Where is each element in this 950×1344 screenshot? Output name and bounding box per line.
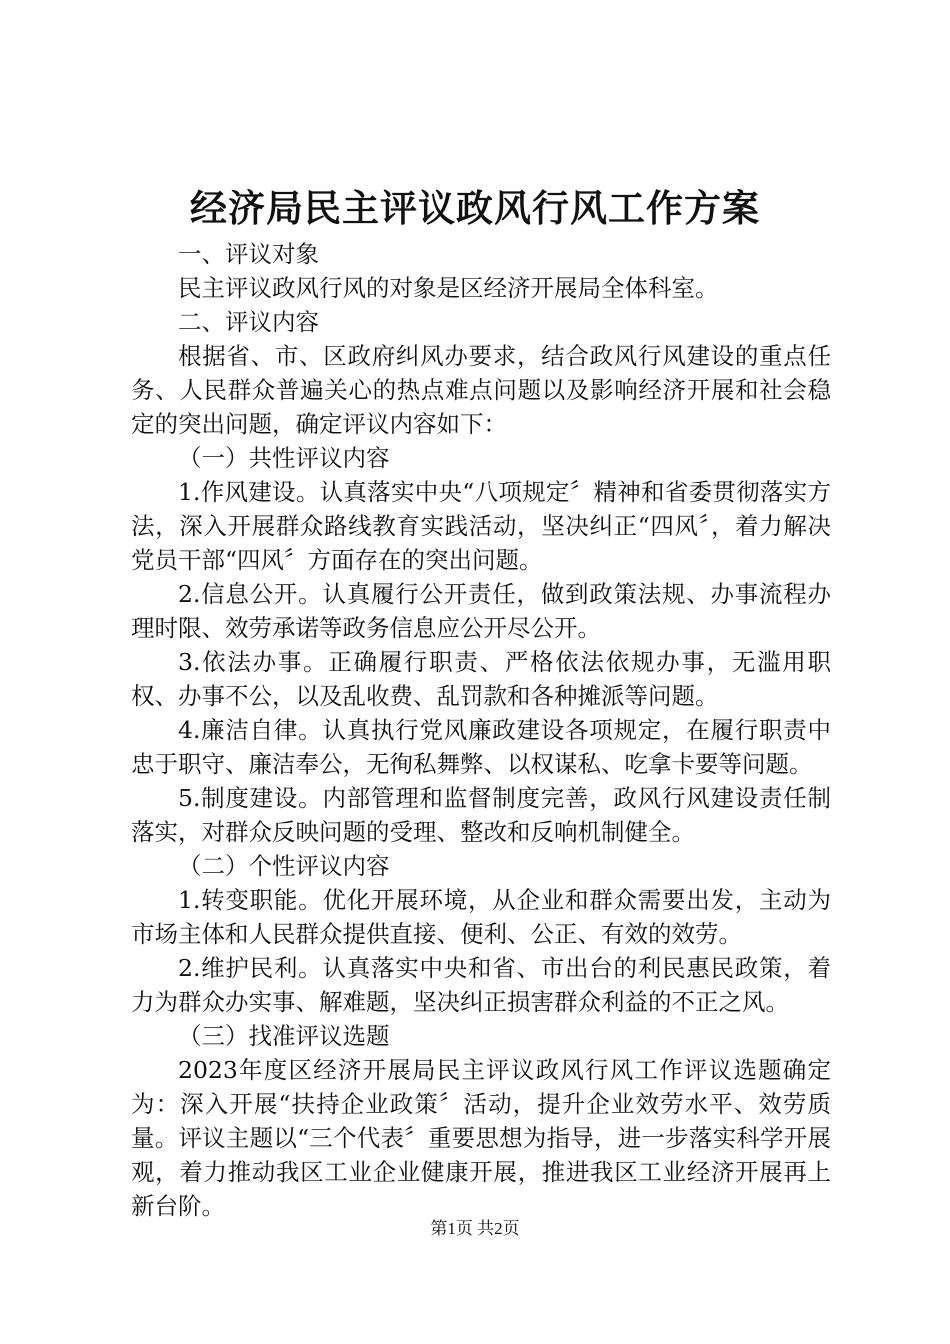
subsection-heading-1: （一）共性评议内容 [178, 444, 390, 472]
section-heading-2: 二、评议内容 [178, 308, 319, 336]
paragraph: 2023年度区经济开展局民主评议政风行风工作评议选题确定为：深入开展“扶持企业政策〞活动，提升企业效劳水平、效劳质量。评议主题以“三个代表〞重要思想为指导，进一步落实科学开展观，着力推动我区工业企业健康开展，推进我区工业经济开展再上新台阶。 [131, 1056, 831, 1220]
section-heading-1: 一、评议对象 [178, 240, 319, 268]
list-item: 2.信息公开。认真履行公开责任，做到政策法规、办事流程办理时限、效劳承诺等政务信息应公开尽公开。 [131, 580, 831, 642]
list-item: 4.廉洁自律。认真执行党风廉政建设各项规定，在履行职责中忠于职守、廉洁奉公，无徇私舞弊、以权谋私、吃拿卡要等问题。 [131, 716, 831, 778]
list-item: 3.依法办事。正确履行职责、严格依法依规办事，无滥用职权、办事不公，以及乱收费、乱罚款和各种摊派等问题。 [131, 648, 831, 710]
paragraph: 根据省、市、区政府纠风办要求，结合政风行风建设的重点任务、人民群众普遍关心的热点难点问题以及影响经济开展和社会稳定的突出问题，确定评议内容如下： [131, 342, 831, 438]
paragraph: 民主评议政风行风的对象是区经济开展局全体科室。 [178, 274, 719, 302]
list-item: 5.制度建设。内部管理和监督制度完善，政风行风建设责任制落实，对群众反映问题的受理、整改和反响机制健全。 [131, 784, 831, 846]
list-item: 1.转变职能。优化开展环境，从企业和群众需要出发，主动为市场主体和人民群众提供直接、便利、公正、有效的效劳。 [131, 886, 831, 948]
list-item: 2.维护民利。认真落实中央和省、市出台的利民惠民政策，着力为群众办实事、解难题，坚决纠正损害群众利益的不正之风。 [131, 954, 831, 1016]
list-item: 1.作风建设。认真落实中央“八项规定〞精神和省委贯彻落实方法，深入开展群众路线教育实践活动，坚决纠正“四风〞，着力解决党员干部“四风〞方面存在的突出问题。 [131, 478, 831, 574]
document-body [131, 237, 831, 1223]
document-title: 经济局民主评议政风行风工作方案 [190, 186, 760, 230]
page-number: 第1页 共2页 [430, 1219, 520, 1238]
subsection-heading-3: （三）找准评议选题 [178, 1022, 390, 1050]
subsection-heading-2: （二）个性评议内容 [178, 852, 390, 880]
